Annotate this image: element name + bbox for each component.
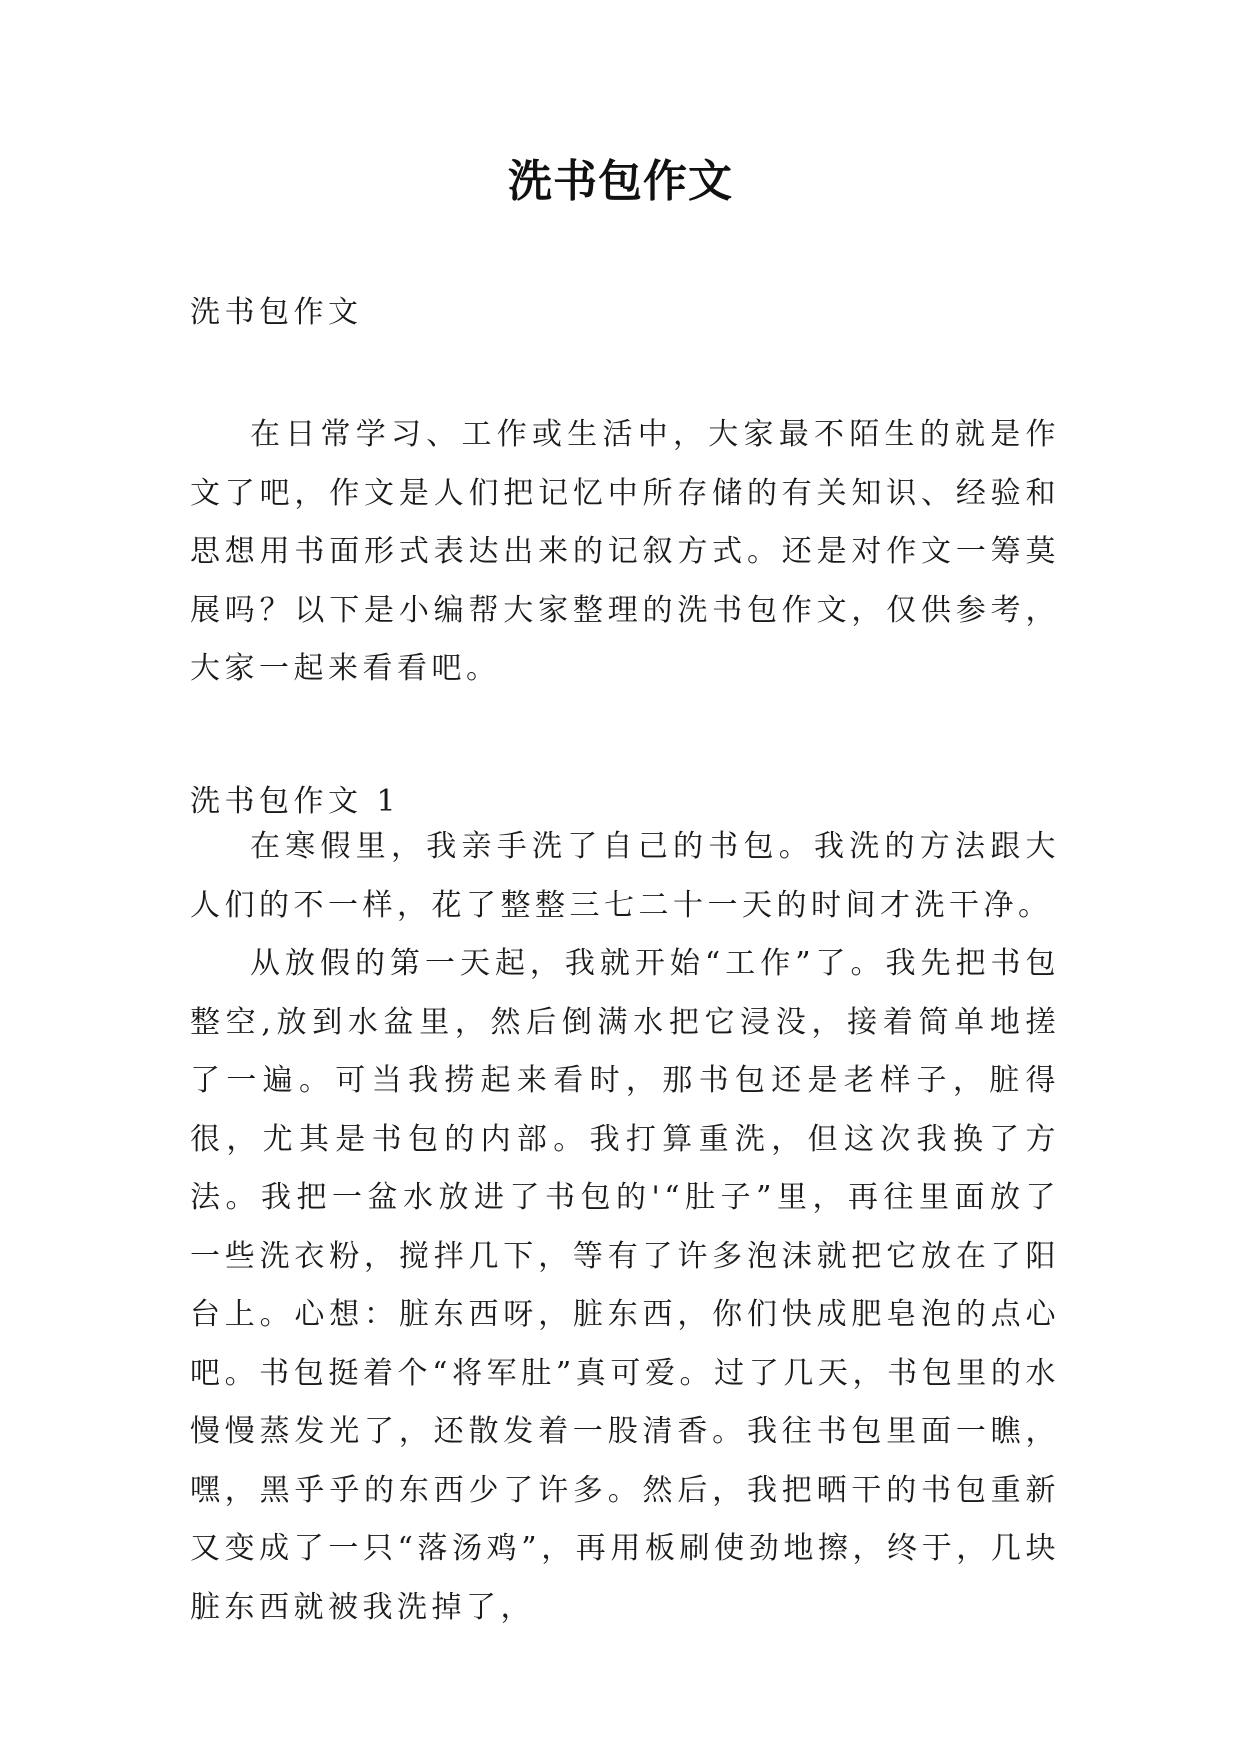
document-subtitle: 洗书包作文 (190, 295, 363, 330)
document-title: 洗书包作文 (508, 156, 733, 207)
section-paragraph: 从放假的第一天起，我就开始“工作”了。我先把书包整空,放到水盆里，然后倒满水把它浸没，接着简单地搓了一遍。可当我捞起来看时，那书包还是老样子，脏得很，尤其是书包的内部。我打算重洗，但这次我换了方法。我把一盆水放进了书包的'“肚子”里，再往里面放了一些洗衣粉，搅拌几下，等有了许多泡沫就把它放在了阳台上。心想：脏东西呀，脏东西，你们快成肥皂泡的点心吧。书包挺着个“将军肚”真可爱。过了几天，书包里的水慢慢蒸发光了，还散发着一股清香。我往书包里面一瞧，嘿，黑乎乎的东西少了许多。然后，我把晒干的书包重新又变成了一只“落汤鸡”，再用板刷使劲地擦，终于，几块脏东西就被我洗掉了， (190, 946, 1060, 1625)
section-heading: 洗书包作文 1 (190, 784, 401, 819)
section-body (190, 818, 1060, 1637)
intro-paragraph: 在日常学习、工作或生活中，大家最不陌生的就是作文了吧，作文是人们把记忆中所存储的有关知识、经验和思想用书面形式表达出来的记叙方式。还是对作文一筹莫展吗？以下是小编帮大家整理的洗书包作文，仅供参考，大家一起来看看吧。 (190, 417, 1060, 686)
section-paragraph: 在寒假里，我亲手洗了自己的书包。我洗的方法跟大人们的不一样，花了整整三七二十一天的时间才洗干净。 (190, 829, 1060, 923)
